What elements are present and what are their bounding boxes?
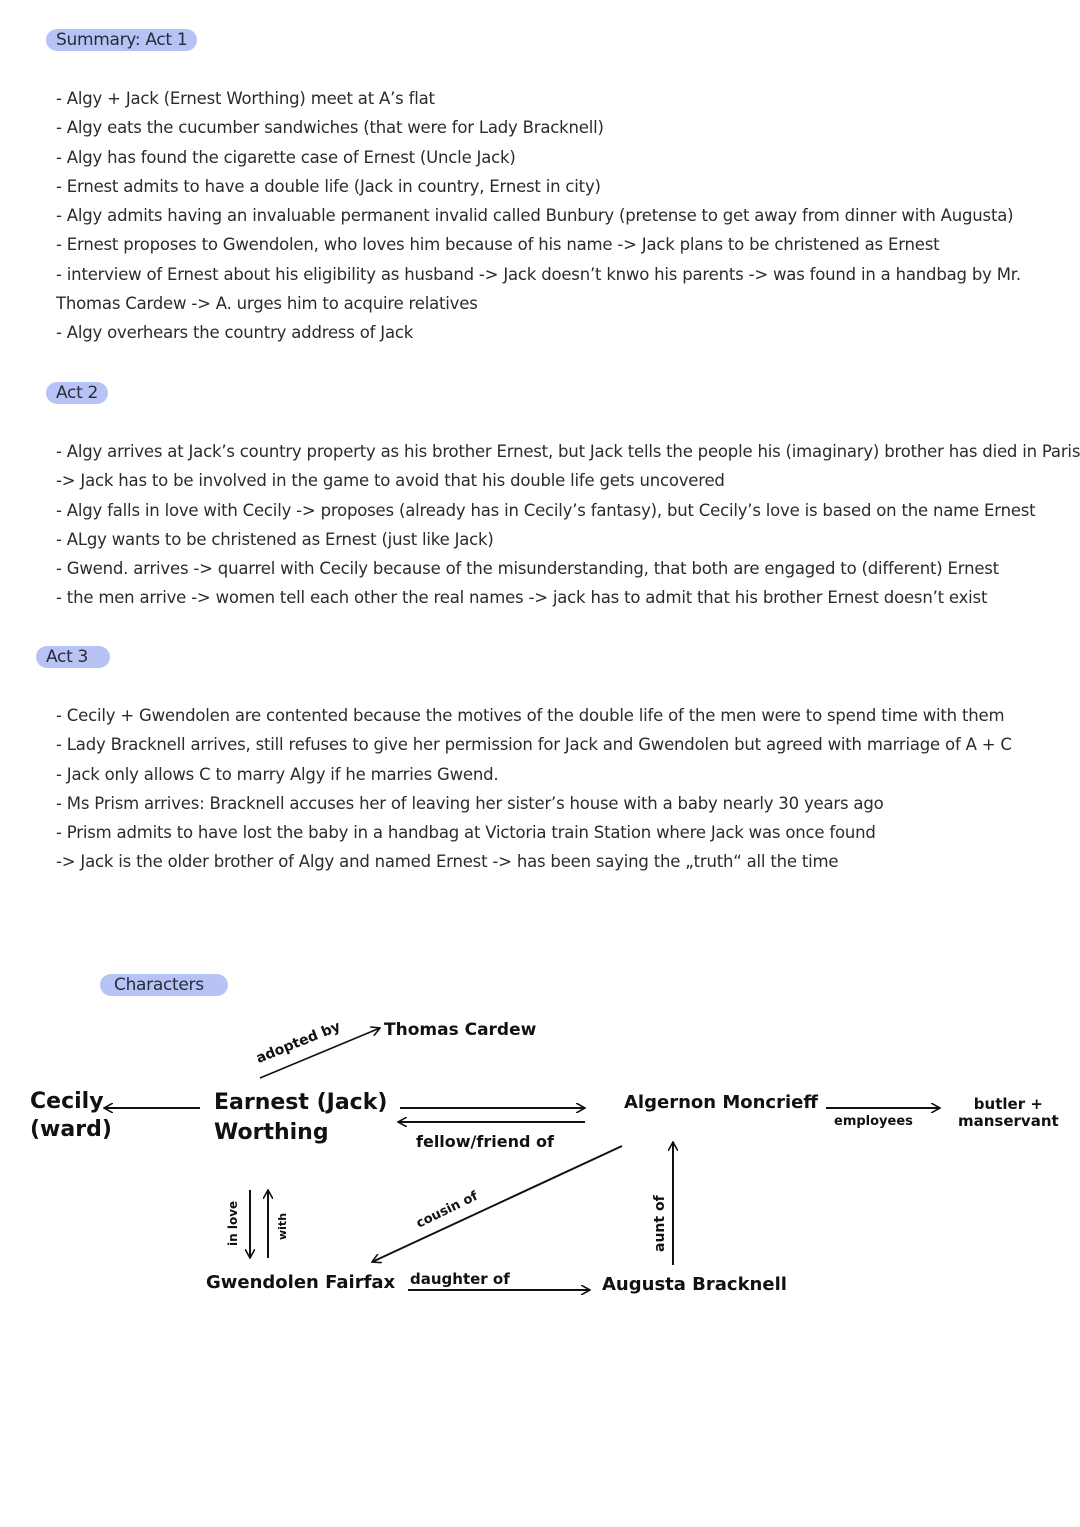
list-item: - Ernest admits to have a double life (Jack in country, Ernest in city) xyxy=(56,176,601,196)
node-algernon: Algernon Moncrieff xyxy=(624,1092,818,1113)
node-butler-line1: butler + xyxy=(973,1095,1043,1113)
list-item: - Ernest proposes to Gwendolen, who loves him because of his name -> Jack plans to be christened as Ernest xyxy=(56,235,940,255)
section-tag-act3: Act 3 xyxy=(36,646,110,668)
list-item: - Ms Prism arrives: Bracknell accuses her of leaving her sister’s house with a baby nearly 30 years ago xyxy=(56,793,884,813)
edge-label-aunt-of: aunt of xyxy=(652,1195,668,1252)
node-augusta: Augusta Bracknell xyxy=(602,1274,787,1295)
node-jack-name: Earnest (Jack) xyxy=(214,1090,388,1115)
list-item: - Jack only allows C to marry Algy if he marries Gwend. xyxy=(56,764,499,784)
node-cecily-name: Cecily xyxy=(30,1089,104,1114)
list-item: - Algy overhears the country address of Jack xyxy=(56,323,414,343)
section-tag-characters: Characters xyxy=(100,974,228,996)
list-item: - the men arrive -> women tell each other the real names -> jack has to admit that his brother Ernest doesn’t exist xyxy=(56,588,988,608)
list-item: -> Jack has to be involved in the game to avoid that his double life gets uncovered xyxy=(56,471,725,491)
node-jack-surname: Worthing xyxy=(214,1120,329,1145)
node-gwendolen: Gwendolen Fairfax xyxy=(206,1272,396,1293)
list-item: - Algy admits having an invaluable permanent invalid called Bunbury (pretense to get away from dinner with Augusta) xyxy=(56,206,1014,226)
node-thomas-cardew: Thomas Cardew xyxy=(384,1020,537,1040)
list-item: - Lady Bracknell arrives, still refuses to give her permission for Jack and Gwendolen but agreed with marriage of A + C xyxy=(56,735,1012,755)
edge-label-fellow-friend: fellow/friend of xyxy=(416,1132,554,1151)
node-jack xyxy=(214,1088,387,1148)
edge-label-adopted-by: adopted by xyxy=(254,1018,343,1067)
list-item: - interview of Ernest about his eligibility as husband -> Jack doesn’t knwo his parents -> was found in a handbag by Mr. Thomas Cardew -> A. urges him to acquire relatives xyxy=(56,264,1021,314)
list-item: - Algy falls in love with Cecily -> proposes (already has in Cecily’s fantasy), but Cecily’s love is based on the name Ernest xyxy=(56,500,1036,520)
list-item: - Algy has found the cigarette case of Ernest (Uncle Jack) xyxy=(56,147,516,167)
list-item: - Gwend. arrives -> quarrel with Cecily because of the misunderstanding, that both are engaged to (different) Ernest xyxy=(56,559,999,579)
edge-label-cousin-of: cousin of xyxy=(414,1188,481,1232)
node-butler-line2: manservant xyxy=(958,1112,1059,1130)
list-item: - Algy + Jack (Ernest Worthing) meet at A’s flat xyxy=(56,89,435,108)
section-tag-act2: Act 2 xyxy=(46,382,108,404)
list-item: - Cecily + Gwendolen are contented because the motives of the double life of the men were to spend time with them xyxy=(56,706,1005,725)
node-cecily xyxy=(30,1088,112,1144)
edge-label-daughter-of: daughter of xyxy=(410,1270,510,1288)
list-item: - Algy eats the cucumber sandwiches (that were for Lady Bracknell) xyxy=(56,118,604,138)
section-tag-summary-act1: Summary: Act 1 xyxy=(46,29,197,51)
list-item: - Algy arrives at Jack’s country property as his brother Ernest, but Jack tells the people his (imaginary) brother has died in Paris xyxy=(56,442,1080,461)
edge-label-with: with xyxy=(276,1212,289,1240)
list-item: - ALgy wants to be christened as Ernest (just like Jack) xyxy=(56,529,494,549)
node-butler xyxy=(958,1096,1059,1130)
arrow-cousin-of xyxy=(372,1146,622,1262)
list-item: - Prism admits to have lost the baby in a handbag at Victoria train Station where Jack was once found xyxy=(56,823,876,843)
node-cecily-role: (ward) xyxy=(30,1117,112,1142)
list-item: -> Jack is the older brother of Algy and named Ernest -> has been saying the „truth“ all the time xyxy=(56,852,839,872)
edge-label-in-love: in love xyxy=(226,1200,240,1246)
edge-label-employees: employees xyxy=(834,1114,913,1129)
